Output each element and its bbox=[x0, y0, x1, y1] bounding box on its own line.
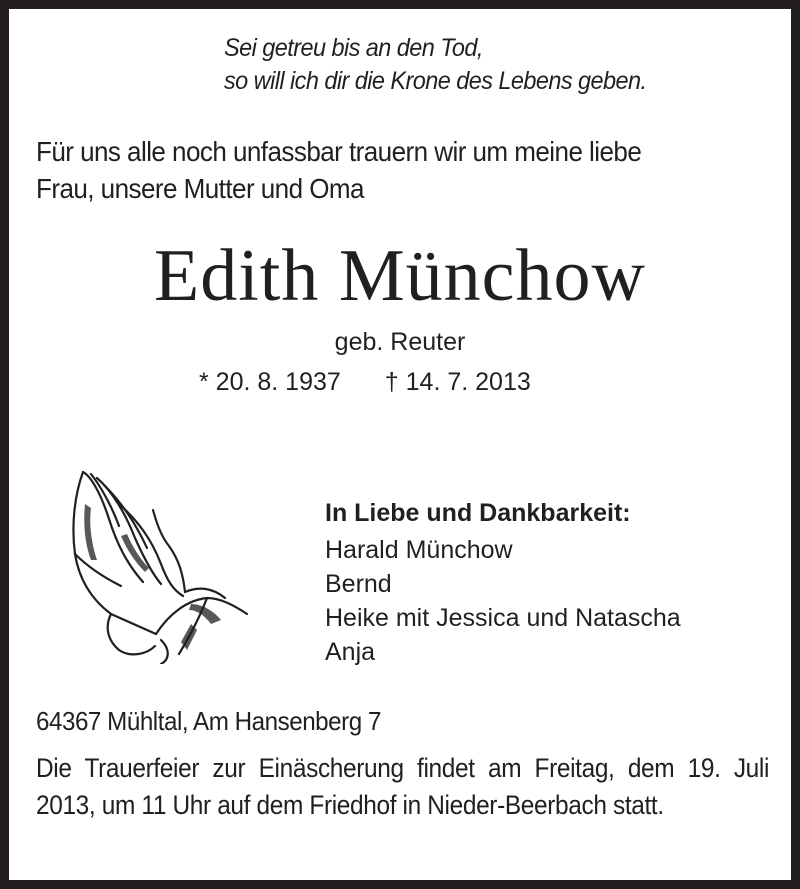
maiden-name: geb. Reuter bbox=[334, 328, 466, 356]
intro-line: Frau, unsere Mutter und Oma bbox=[36, 173, 364, 204]
death-date: † 14. 7. 2013 bbox=[384, 368, 531, 396]
family-address: 64367 Mühltal, Am Hansenberg 7 bbox=[36, 706, 381, 736]
intro-text bbox=[36, 133, 641, 207]
verse-line: so will ich dir die Krone des Lebens geben. bbox=[224, 67, 647, 95]
verse-line: Sei getreu bis an den Tod, bbox=[224, 34, 483, 62]
intro-line: Für uns alle noch unfassbar trauern wir um meine liebe bbox=[36, 136, 642, 167]
mourner-name: Bernd bbox=[325, 570, 392, 598]
obituary-notice bbox=[9, 9, 791, 880]
praying-hands-icon bbox=[61, 464, 251, 664]
deceased-name: Edith Münchow bbox=[154, 235, 646, 317]
funeral-details: Die Trauerfeier zur Einäscherung findet am Freitag, dem 19. Juli 2013, um 11 Uhr auf dem Friedhof in Nieder-Beerbach statt. bbox=[36, 753, 770, 820]
birth-date: * 20. 8. 1937 bbox=[199, 368, 341, 396]
mourners-heading: In Liebe und Dankbarkeit: bbox=[325, 499, 631, 527]
mourner-name: Heike mit Jessica und Natascha bbox=[325, 604, 681, 632]
mourner-name: Anja bbox=[325, 638, 376, 666]
mourners-block bbox=[325, 496, 681, 669]
life-dates bbox=[199, 366, 531, 398]
mourner-name: Harald Münchow bbox=[325, 536, 513, 564]
bible-verse bbox=[224, 32, 647, 98]
